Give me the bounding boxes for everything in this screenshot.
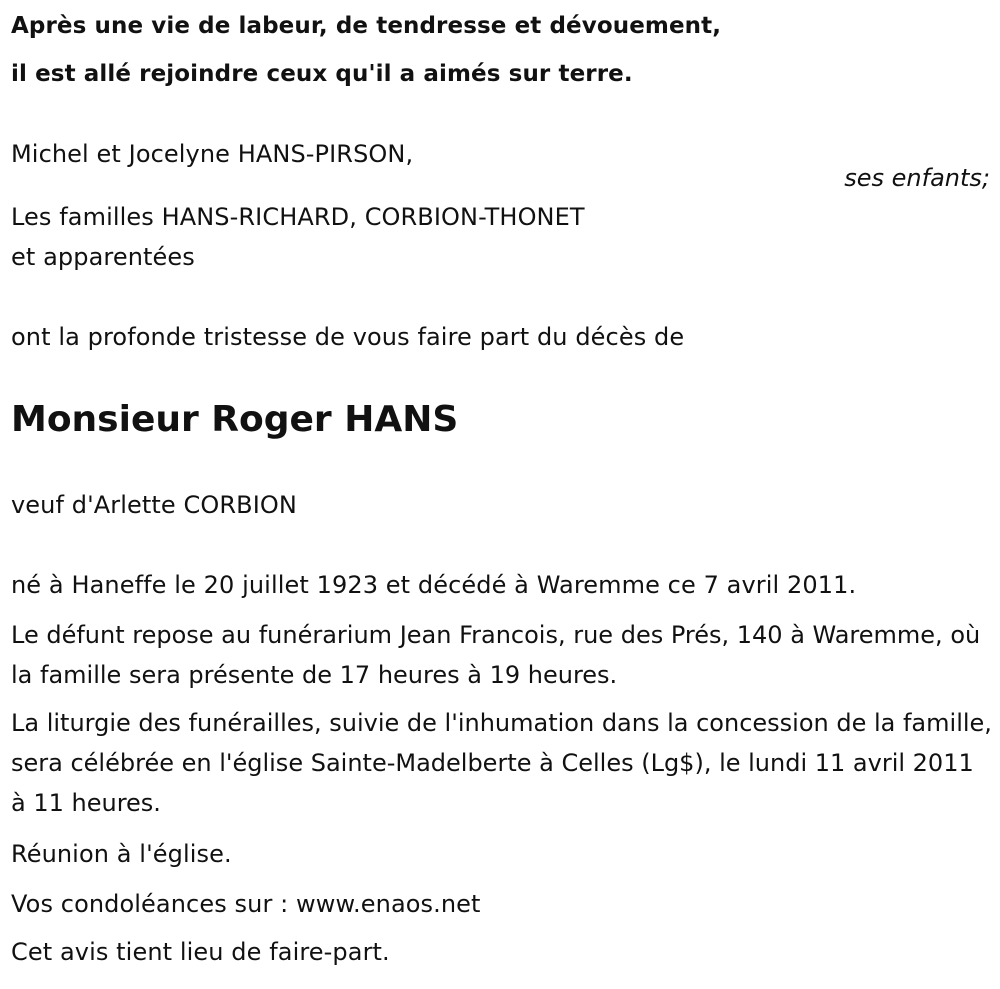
families-line: Les familles HANS-RICHARD, CORBION-THONET [11, 203, 585, 231]
notice-line: Cet avis tient lieu de faire-part. [11, 938, 390, 966]
condolences-line: Vos condoléances sur : www.enaos.net [11, 890, 481, 918]
widower-line: veuf d'Arlette CORBION [11, 491, 297, 519]
deceased-name: Monsieur Roger HANS [11, 399, 459, 440]
announcement-text: ont la profonde tristesse de vous faire part du décès de [11, 323, 685, 351]
reunion-line: Réunion à l'église. [11, 840, 232, 868]
children-names: Michel et Jocelyne HANS-PIRSON, [11, 140, 414, 168]
liturgy-paragraph: La liturgie des funérailles, suivie de l'inhumation dans la concession de la famille, sera célébrée en l'église Sainte-Madelberte à Celles (Lg$), le lundi 11 avril 2011 à 11 heures. [11, 709, 992, 817]
relatives-line: et apparentées [11, 243, 195, 271]
repose-paragraph: Le défunt repose au funérarium Jean Francois, rue des Prés, 140 à Waremme, où la famille sera présente de 17 heures à 19 heures. [11, 621, 981, 689]
intro-line-2: il est allé rejoindre ceux qu'il a aimés sur terre. [11, 61, 633, 87]
children-role: ses enfants; [844, 164, 990, 192]
intro-line-1: Après une vie de labeur, de tendresse et dévouement, [11, 13, 722, 39]
birth-death-line: né à Haneffe le 20 juillet 1923 et décédé à Waremme ce 7 avril 2011. [11, 571, 857, 599]
